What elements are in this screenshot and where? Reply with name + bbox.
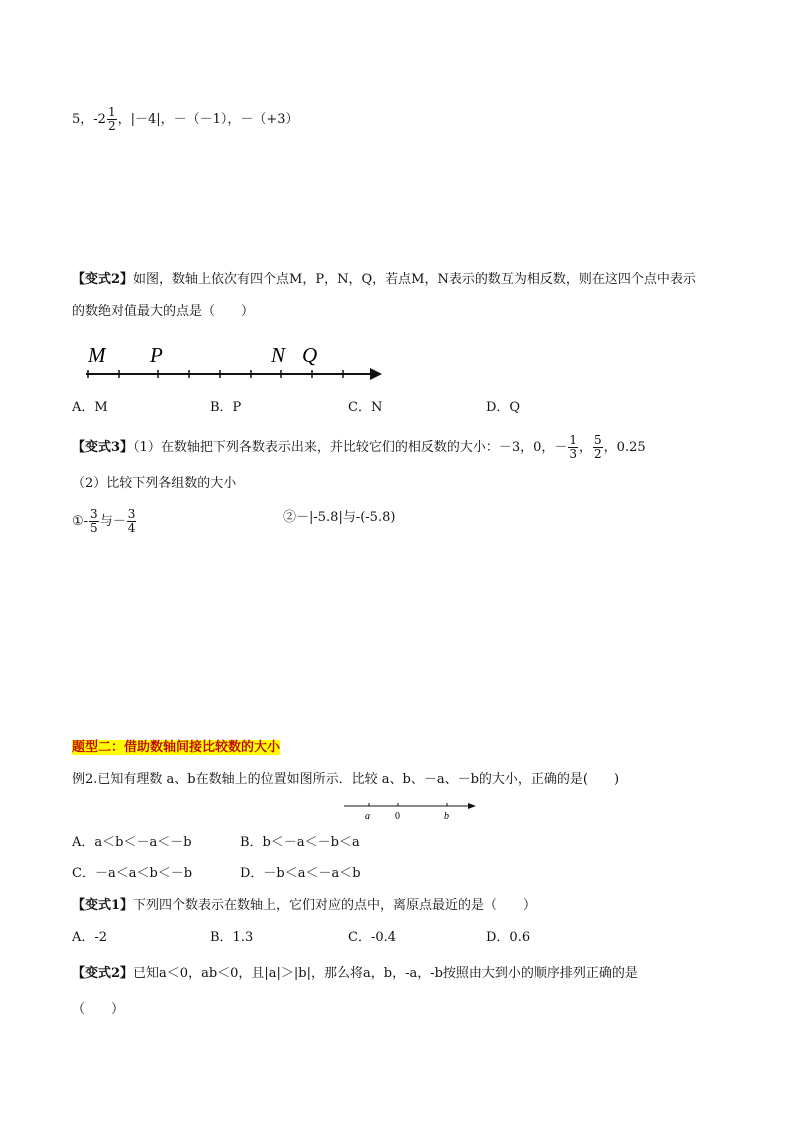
- option-c: C．-0.4: [348, 930, 397, 945]
- option-a: A．M: [72, 400, 108, 415]
- option-b: B．b＜－a＜－b＜a: [240, 835, 360, 850]
- option-d: D．Q: [486, 400, 521, 415]
- axis-label-b: b: [444, 811, 449, 822]
- axis-label-m: M: [88, 343, 106, 367]
- variant-tag: 【变式3】: [72, 440, 134, 455]
- option-c: C．－a＜a＜b＜－b: [72, 866, 193, 881]
- axis-label-a: a: [365, 811, 370, 822]
- variant-tag: 【变式1】: [72, 898, 134, 913]
- axis-arrow: [370, 368, 382, 380]
- number-line-ab: [340, 798, 480, 822]
- variant2-question-line2: 的数绝对值最大的点是（ ）: [72, 304, 255, 319]
- variant-tag: 【变式2】: [72, 272, 134, 287]
- option-d: D．0.6: [486, 930, 531, 945]
- variant-tag: 【变式2】: [72, 966, 134, 981]
- option-b: B．1.3: [210, 930, 254, 945]
- variant3-item1: ①- $\frac{3}{5}$ 与－ $\frac{3}{4}$: [72, 507, 136, 535]
- axis-label-zero: 0: [395, 811, 400, 822]
- axis-label-n: N: [271, 343, 286, 367]
- variant2b-question: 【变式2】已知a＜0，ab＜0，且|a|＞|b|，那么将a，b，-a，-b按照由大到小的顺序排列正确的是: [72, 966, 638, 981]
- variant2-question-line1: 【变式2】如图，数轴上依次有四个点M，P，N，Q，若点M，N表示的数互为相反数，则在这四个点中表示: [72, 272, 696, 287]
- option-a: A．-2: [72, 930, 108, 945]
- section-title: 题型二：借助数轴间接比较数的大小: [72, 740, 281, 755]
- variant1-question: 【变式1】下列四个数表示在数轴上，它们对应的点中，离原点最近的是（ ）: [72, 898, 537, 913]
- axis-label-p: P: [150, 343, 163, 367]
- option-b: B．P: [210, 400, 242, 415]
- option-c: C．N: [348, 400, 383, 415]
- variant3-question1: 【变式3】（1）在数轴把下列各数表示出来，并比较它们的相反数的大小：－3，0，－ $\frac{1}{3}$ ， $\frac{5}{2}$ ，0.25: [72, 433, 646, 461]
- top-number-list: 5，-2 $\frac{1}{2}$ ，|－4|，－（－1），－（+3）: [72, 105, 299, 133]
- variant2b-line2: （ ）: [72, 1002, 125, 1017]
- number-line-mpnq: [80, 338, 390, 388]
- variant3-question2: （2）比较下列各组数的大小: [72, 476, 237, 491]
- example2-question: 例2.已知有理数 a、b在数轴上的位置如图所示．比较 a、b、－a、－b的大小，正确的是( ): [72, 772, 620, 787]
- variant3-item2: ②－|-5.8|与-(-5.8): [283, 510, 396, 525]
- axis-label-q: Q: [302, 343, 318, 367]
- fraction: $\frac{1}{2}$: [107, 105, 116, 133]
- option-a: A．a＜b＜－a＜－b: [72, 835, 192, 850]
- option-d: D．－b＜a＜－a＜b: [240, 866, 361, 881]
